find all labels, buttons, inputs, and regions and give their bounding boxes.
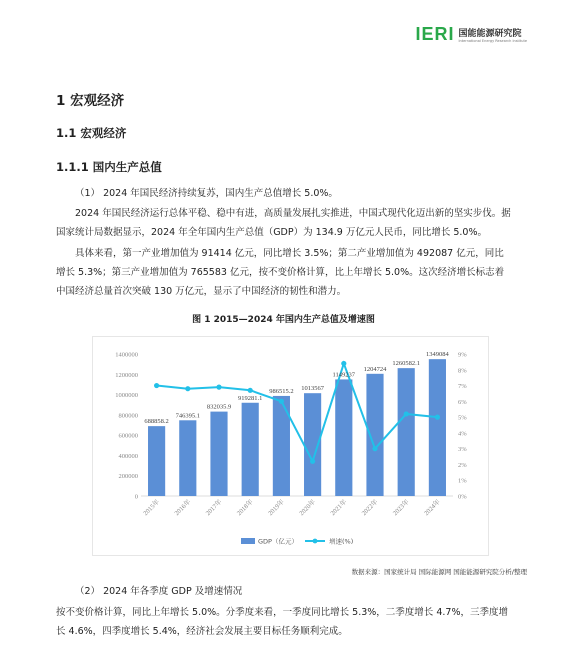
gdp-data-label: 1149237	[332, 371, 356, 379]
y-right-tick-label: 2%	[458, 461, 467, 469]
gdp-chart-svg	[93, 337, 488, 555]
gdp-data-label: 919281.1	[238, 394, 263, 402]
gdp-bar	[429, 359, 446, 496]
growth-rate-point	[341, 361, 346, 366]
x-category-label: 2024年	[423, 498, 442, 518]
x-category-label: 2020年	[298, 498, 318, 518]
gdp-bar	[335, 379, 352, 496]
gdp-bar	[242, 403, 259, 496]
section-heading-3: 1.1.1 国内生产总值	[56, 160, 162, 174]
y-left-tick-label: 1200000	[115, 371, 138, 379]
section-heading-2: 1.1 宏观经济	[56, 126, 127, 140]
y-right-tick-label: 0%	[458, 493, 467, 501]
gdp-data-label: 1260582.1	[392, 360, 421, 368]
y-right-tick-label: 3%	[458, 446, 467, 454]
legend-growth-label: 增速(%)	[329, 537, 354, 546]
growth-rate-point	[435, 415, 440, 420]
paragraph-1: （1） 2024 年国民经济持续复苏，国内生产总值增长 5.0%。	[75, 188, 338, 199]
ieri-logo	[415, 24, 527, 45]
x-category-label: 2021年	[329, 498, 349, 518]
growth-rate-point	[372, 446, 377, 451]
y-right-tick-label: 4%	[458, 430, 467, 438]
logo-mark: IERI	[415, 24, 455, 44]
y-right-tick-label: 1%	[458, 477, 467, 485]
paragraph-5: 按不变价格计算，同比上年增长 5.0%。分季度来看，一季度同比增长 5.3%，二季度增长 4.7%，三季度增长 4.6%，四季度增长 5.4%，经济社会发展主要目标任务顺利完成。	[56, 607, 508, 637]
y-right-tick-label: 6%	[458, 398, 467, 406]
section-heading-1: 1 宏观经济	[56, 93, 125, 109]
y-right-tick-label: 9%	[458, 351, 467, 359]
growth-rate-point	[154, 383, 159, 388]
data-source: 数据来源：国家统计局 国际能源网 国能能源研究院分析/整理	[351, 568, 527, 576]
x-category-label: 2017年	[204, 498, 224, 518]
gdp-bar	[210, 412, 227, 496]
figure-title: 图 1 2015—2024 年国内生产总值及增速图	[192, 315, 375, 325]
logo-english-name: International Energy Research Institute	[458, 39, 527, 43]
y-left-tick-label: 1400000	[115, 351, 138, 359]
growth-rate-point	[404, 411, 409, 416]
y-right-tick-label: 7%	[458, 383, 467, 391]
growth-rate-point	[248, 388, 253, 393]
legend-gdp-label: GDP（亿元）	[258, 537, 298, 546]
y-right-tick-label: 8%	[458, 367, 467, 375]
y-left-tick-label: 800000	[118, 412, 138, 420]
y-left-tick-label: 0	[134, 493, 138, 501]
growth-rate-point	[185, 386, 190, 391]
y-left-tick-label: 400000	[118, 452, 138, 460]
growth-rate-point	[279, 399, 284, 404]
y-left-tick-label: 200000	[118, 473, 138, 481]
x-category-label: 2018年	[235, 498, 255, 518]
paragraph-4: （2） 2024 年各季度 GDP 及增速情况	[75, 586, 243, 597]
gdp-data-label: 986515.2	[269, 387, 294, 395]
gdp-data-label: 1013567	[301, 385, 324, 393]
paragraph-3: 具体来看，第一产业增加值为 91414 亿元，同比增长 3.5%；第二产业增加值为 492087 亿元，同比增长 5.3%；第三产业增加值为 765583 亿元，按不变价格计算，比上年增长 5.0%。这次经济增长标志着中国经济总量首次突破 130 万亿元，显示了中国经济的韧性和潜力。	[56, 248, 505, 297]
gdp-data-label: 832035.9	[206, 403, 232, 411]
paragraph-2: 2024 年国民经济运行总体平稳、稳中有进，高质量发展扎实推进，中国式现代化迈出新的坚实步伐。据国家统计局数据显示，2024 年全年国内生产总值（GDP）为 134.9 万亿元人民币，同比增长 5.0%。	[56, 208, 511, 238]
growth-rate-point	[216, 385, 221, 390]
gdp-bar	[398, 368, 415, 496]
logo-chinese-name: 国能能源研究院	[458, 29, 522, 39]
y-left-tick-label: 600000	[118, 432, 138, 440]
legend-growth-marker	[313, 539, 318, 544]
gdp-data-label: 688858.2	[144, 418, 169, 426]
x-category-label: 2015年	[142, 498, 162, 518]
gdp-chart	[92, 336, 489, 556]
x-category-label: 2023年	[391, 498, 411, 518]
x-category-label: 2016年	[173, 498, 193, 518]
gdp-data-label: 1349084	[426, 351, 449, 359]
x-category-label: 2019年	[267, 498, 286, 518]
legend-gdp-swatch	[241, 538, 255, 544]
growth-rate-point	[310, 459, 315, 464]
x-category-label: 2022年	[360, 498, 380, 518]
gdp-data-label: 1204724	[363, 365, 387, 373]
gdp-bar	[148, 426, 165, 496]
gdp-bar	[179, 420, 196, 496]
y-left-tick-label: 1000000	[115, 392, 138, 400]
gdp-data-label: 746395.1	[175, 412, 200, 420]
y-right-tick-label: 5%	[458, 414, 467, 422]
